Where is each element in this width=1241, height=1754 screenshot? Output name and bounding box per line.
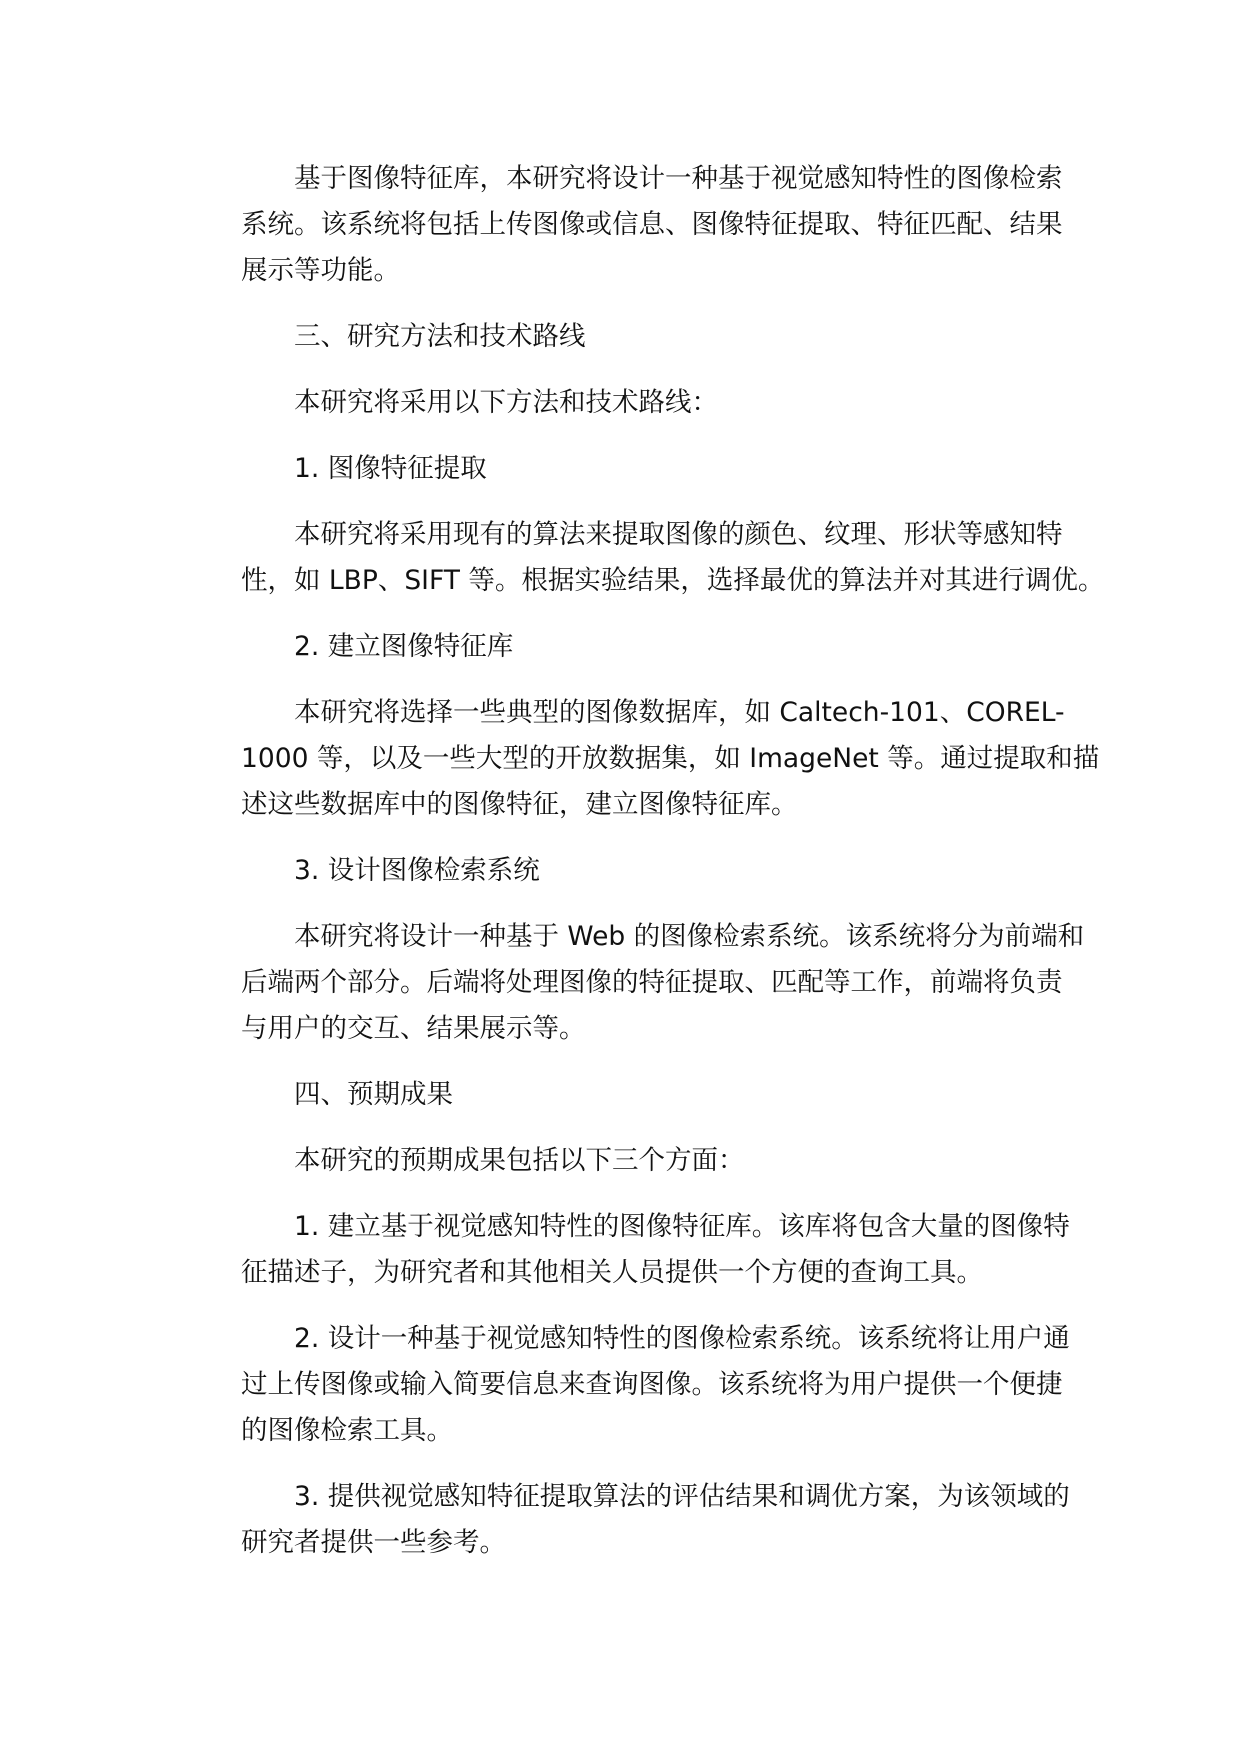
text-line: 1. 建立基于视觉感知特性的图像特征库。该库将包含大量的图像特 bbox=[294, 1211, 1070, 1242]
text-line: 研究者提供一些参考。 bbox=[241, 1527, 506, 1558]
text-line: 与用户的交互、结果展示等。 bbox=[241, 1013, 586, 1044]
text-line: 展示等功能。 bbox=[241, 255, 400, 286]
subheading-text: 2. 建立图像特征库 bbox=[294, 631, 514, 662]
text-line: 本研究将设计一种基于 Web 的图像检索系统。该系统将分为前端和 bbox=[294, 921, 1085, 952]
text-line: 后端两个部分。后端将处理图像的特征提取、匹配等工作，前端将负责 bbox=[241, 967, 1063, 998]
text-line: 述这些数据库中的图像特征，建立图像特征库。 bbox=[241, 789, 798, 820]
paragraph-system-design bbox=[188, 156, 1068, 294]
text-line: 2. 设计一种基于视觉感知特性的图像检索系统。该系统将让用户通 bbox=[294, 1323, 1070, 1354]
paragraph-retrieval-system bbox=[188, 914, 1085, 1052]
text-line: 的图像检索工具。 bbox=[241, 1415, 453, 1446]
document-body bbox=[188, 156, 1105, 1586]
text-line: 本研究将选择一些典型的图像数据库，如 Caltech-101、COREL- bbox=[294, 697, 1065, 728]
subheading-text: 1. 图像特征提取 bbox=[294, 453, 487, 484]
text-line: 1000 等，以及一些大型的开放数据集，如 ImageNet 等。通过提取和描 bbox=[241, 743, 1100, 774]
text-line: 基于图像特征库，本研究将设计一种基于视觉感知特性的图像检索 bbox=[294, 163, 1063, 194]
subheading-feature-library bbox=[188, 624, 1068, 670]
heading-text: 四、预期成果 bbox=[294, 1079, 453, 1110]
section-heading-expected-results bbox=[188, 1072, 1068, 1118]
text-line: 3. 提供视觉感知特征提取算法的评估结果和调优方案，为该领域的 bbox=[294, 1481, 1070, 1512]
subheading-text: 3. 设计图像检索系统 bbox=[294, 855, 540, 886]
text-line: 性，如 LBP、SIFT 等。根据实验结果，选择最优的算法并对其进行调优。 bbox=[241, 565, 1105, 596]
text-line: 本研究将采用以下方法和技术路线： bbox=[294, 387, 718, 418]
text-line: 征描述子，为研究者和其他相关人员提供一个方便的查询工具。 bbox=[241, 1257, 983, 1288]
subheading-retrieval-system bbox=[188, 848, 1068, 894]
paragraph-result-1 bbox=[188, 1204, 1068, 1296]
subheading-feature-extraction bbox=[188, 446, 1068, 492]
text-line: 本研究的预期成果包括以下三个方面： bbox=[294, 1145, 745, 1176]
paragraph-results-intro bbox=[188, 1138, 1068, 1184]
text-line: 过上传图像或输入简要信息来查询图像。该系统将为用户提供一个便捷 bbox=[241, 1369, 1063, 1400]
paragraph-methods-intro bbox=[188, 380, 1068, 426]
text-line: 系统。该系统将包括上传图像或信息、图像特征提取、特征匹配、结果 bbox=[241, 209, 1063, 240]
paragraph-feature-library bbox=[188, 690, 1100, 828]
paragraph-result-2 bbox=[188, 1316, 1068, 1454]
paragraph-result-3 bbox=[188, 1474, 1068, 1566]
heading-text: 三、研究方法和技术路线 bbox=[294, 321, 586, 352]
text-line: 本研究将采用现有的算法来提取图像的颜色、纹理、形状等感知特 bbox=[294, 519, 1063, 550]
section-heading-methods bbox=[188, 314, 1068, 360]
paragraph-feature-extraction bbox=[188, 512, 1105, 604]
